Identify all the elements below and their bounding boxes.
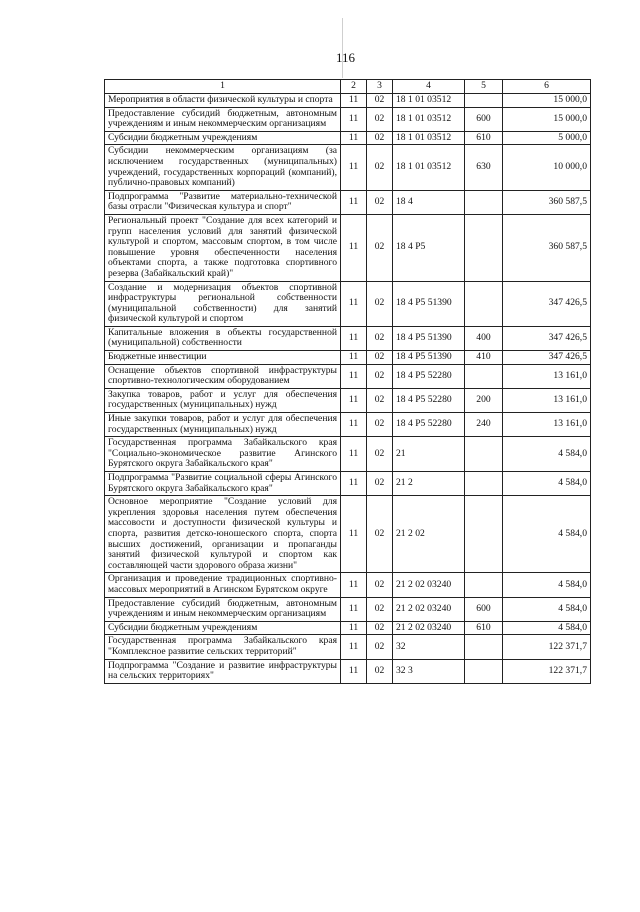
table-row — [105, 107, 591, 131]
item-name: Субсидии бюджетным учреждениям — [105, 621, 341, 635]
target-article-code: 18 1 01 03512 — [393, 145, 465, 190]
table-row — [105, 351, 591, 365]
target-article-code: 21 2 02 03240 — [393, 621, 465, 635]
amount: 122 371,7 — [503, 659, 591, 683]
section-code: 11 — [341, 573, 367, 597]
amount: 360 587,5 — [503, 190, 591, 214]
item-name: Организация и проведение традиционных спортивно-массовых мероприятий в Агинском Бурятском округе — [105, 573, 341, 597]
subsection-code: 02 — [367, 496, 393, 573]
header-col-3: 3 — [367, 80, 393, 94]
amount: 4 584,0 — [503, 472, 591, 496]
expense-type-code — [465, 190, 503, 214]
section-code: 11 — [341, 635, 367, 659]
table-row — [105, 597, 591, 621]
budget-table-body — [105, 80, 591, 684]
item-name: Предоставление субсидий бюджетным, автономным учреждениям и иным некоммерческим организациям — [105, 107, 341, 131]
section-code: 11 — [341, 107, 367, 131]
subsection-code: 02 — [367, 107, 393, 131]
target-article-code: 18 4 P5 52280 — [393, 388, 465, 412]
section-code: 11 — [341, 496, 367, 573]
header-col-1: 1 — [105, 80, 341, 94]
target-article-code: 21 — [393, 437, 465, 472]
table-row — [105, 214, 591, 281]
amount: 4 584,0 — [503, 437, 591, 472]
target-article-code: 18 1 01 03512 — [393, 94, 465, 108]
section-code: 11 — [341, 597, 367, 621]
expense-type-code — [465, 573, 503, 597]
table-row — [105, 437, 591, 472]
section-code: 11 — [341, 351, 367, 365]
subsection-code: 02 — [367, 214, 393, 281]
budget-table — [104, 79, 591, 684]
target-article-code: 18 1 01 03512 — [393, 131, 465, 145]
table-row — [105, 190, 591, 214]
expense-type-code — [465, 364, 503, 388]
amount: 15 000,0 — [503, 107, 591, 131]
item-name: Капитальные вложения в объекты государственной (муниципальной) собственности — [105, 326, 341, 350]
item-name: Подпрограмма "Развитие социальной сферы Агинского Бурятского округа Забайкальского края" — [105, 472, 341, 496]
section-code: 11 — [341, 364, 367, 388]
section-code: 11 — [341, 388, 367, 412]
expense-type-code: 600 — [465, 597, 503, 621]
section-code: 11 — [341, 190, 367, 214]
section-code: 11 — [341, 413, 367, 437]
item-name: Государственная программа Забайкальского края "Социально-экономическое развитие Агинского Бурятского округа Забайкальского края" — [105, 437, 341, 472]
expense-type-code — [465, 472, 503, 496]
table-row — [105, 281, 591, 326]
amount: 347 426,5 — [503, 326, 591, 350]
item-name: Субсидии некоммерческим организациям (за исключением государственных (муниципальных) учреждений, государственных корпораций (компаний), публично-правовых компаний) — [105, 145, 341, 190]
table-row — [105, 573, 591, 597]
table-row — [105, 472, 591, 496]
subsection-code: 02 — [367, 281, 393, 326]
subsection-code: 02 — [367, 621, 393, 635]
section-code: 11 — [341, 94, 367, 108]
expense-type-code — [465, 496, 503, 573]
amount: 15 000,0 — [503, 94, 591, 108]
target-article-code: 18 4 P5 51390 — [393, 281, 465, 326]
target-article-code: 32 — [393, 635, 465, 659]
expense-type-code — [465, 94, 503, 108]
expense-type-code: 410 — [465, 351, 503, 365]
item-name: Оснащение объектов спортивной инфраструктуры спортивно-технологическим оборудованием — [105, 364, 341, 388]
amount: 4 584,0 — [503, 573, 591, 597]
page-number: 116 — [336, 50, 356, 65]
header-row — [105, 80, 591, 94]
amount: 347 426,5 — [503, 281, 591, 326]
subsection-code: 02 — [367, 190, 393, 214]
subsection-code: 02 — [367, 364, 393, 388]
expense-type-code — [465, 214, 503, 281]
expense-type-code: 630 — [465, 145, 503, 190]
expense-type-code: 600 — [465, 107, 503, 131]
expense-type-code: 240 — [465, 413, 503, 437]
subsection-code: 02 — [367, 326, 393, 350]
amount: 10 000,0 — [503, 145, 591, 190]
section-code: 11 — [341, 281, 367, 326]
item-name: Подпрограмма "Создание и развитие инфраструктуры на сельских территориях" — [105, 659, 341, 683]
expense-type-code — [465, 635, 503, 659]
target-article-code: 18 1 01 03512 — [393, 107, 465, 131]
expense-type-code: 610 — [465, 131, 503, 145]
table-row — [105, 413, 591, 437]
subsection-code: 02 — [367, 472, 393, 496]
table-row — [105, 145, 591, 190]
section-code: 11 — [341, 437, 367, 472]
table-row — [105, 94, 591, 108]
subsection-code: 02 — [367, 388, 393, 412]
subsection-code: 02 — [367, 413, 393, 437]
expense-type-code — [465, 659, 503, 683]
header-col-4: 4 — [393, 80, 465, 94]
target-article-code: 21 2 — [393, 472, 465, 496]
amount: 122 371,7 — [503, 635, 591, 659]
header-col-5: 5 — [465, 80, 503, 94]
subsection-code: 02 — [367, 131, 393, 145]
item-name: Бюджетные инвестиции — [105, 351, 341, 365]
target-article-code: 18 4 P5 51390 — [393, 326, 465, 350]
target-article-code: 21 2 02 03240 — [393, 597, 465, 621]
subsection-code: 02 — [367, 635, 393, 659]
subsection-code: 02 — [367, 351, 393, 365]
section-code: 11 — [341, 145, 367, 190]
item-name: Создание и модернизация объектов спортивной инфраструктуры региональной собственности (муниципальной собственности) для занятий физической культурой и спортом — [105, 281, 341, 326]
item-name: Основное мероприятие "Создание условий для укрепления здоровья населения путем обеспечения массовости и доступности физической культуры и спорта, развития детско-юношеского спорта, спорта высших достижений, организации и пропаганды занятий физической культурой и спортом как составляющей части здорового образа жизни" — [105, 496, 341, 573]
section-code: 11 — [341, 472, 367, 496]
table-row — [105, 326, 591, 350]
subsection-code: 02 — [367, 437, 393, 472]
subsection-code: 02 — [367, 145, 393, 190]
amount: 4 584,0 — [503, 597, 591, 621]
table-row — [105, 659, 591, 683]
target-article-code: 18 4 P5 — [393, 214, 465, 281]
item-name: Предоставление субсидий бюджетным, автономным учреждениям и иным некоммерческим организациям — [105, 597, 341, 621]
amount: 360 587,5 — [503, 214, 591, 281]
target-article-code: 32 3 — [393, 659, 465, 683]
table-row — [105, 635, 591, 659]
expense-type-code — [465, 281, 503, 326]
header-col-6: 6 — [503, 80, 591, 94]
amount: 347 426,5 — [503, 351, 591, 365]
section-code: 11 — [341, 326, 367, 350]
item-name: Закупка товаров, работ и услуг для обеспечения государственных (муниципальных) нужд — [105, 388, 341, 412]
target-article-code: 18 4 P5 52280 — [393, 364, 465, 388]
section-code: 11 — [341, 131, 367, 145]
target-article-code: 21 2 02 — [393, 496, 465, 573]
expense-type-code — [465, 437, 503, 472]
table-row — [105, 621, 591, 635]
expense-type-code: 200 — [465, 388, 503, 412]
expense-type-code: 610 — [465, 621, 503, 635]
expense-type-code: 400 — [465, 326, 503, 350]
section-code: 11 — [341, 621, 367, 635]
subsection-code: 02 — [367, 659, 393, 683]
amount: 13 161,0 — [503, 388, 591, 412]
amount: 13 161,0 — [503, 364, 591, 388]
header-col-2: 2 — [341, 80, 367, 94]
amount: 4 584,0 — [503, 621, 591, 635]
section-code: 11 — [341, 659, 367, 683]
amount: 13 161,0 — [503, 413, 591, 437]
amount: 4 584,0 — [503, 496, 591, 573]
subsection-code: 02 — [367, 597, 393, 621]
target-article-code: 18 4 P5 51390 — [393, 351, 465, 365]
subsection-code: 02 — [367, 94, 393, 108]
table-row — [105, 496, 591, 573]
item-name: Региональный проект "Создание для всех категорий и групп населения условий для занятий физической культурой и спортом, массовым спортом, в том числе повышение уровня обеспеченности населения объектами спорта, а также подготовка спортивного резерва (Забайкальский край)" — [105, 214, 341, 281]
scan-fold-line — [342, 18, 343, 78]
table-row — [105, 388, 591, 412]
item-name: Государственная программа Забайкальского края "Комплексное развитие сельских территорий" — [105, 635, 341, 659]
table-row — [105, 131, 591, 145]
item-name: Мероприятия в области физической культуры и спорта — [105, 94, 341, 108]
item-name: Субсидии бюджетным учреждениям — [105, 131, 341, 145]
item-name: Иные закупки товаров, работ и услуг для обеспечения государственных (муниципальных) нужд — [105, 413, 341, 437]
table-row — [105, 364, 591, 388]
amount: 5 000,0 — [503, 131, 591, 145]
item-name: Подпрограмма "Развитие материально-технической базы отрасли "Физическая культура и спорт" — [105, 190, 341, 214]
target-article-code: 21 2 02 03240 — [393, 573, 465, 597]
target-article-code: 18 4 P5 52280 — [393, 413, 465, 437]
section-code: 11 — [341, 214, 367, 281]
target-article-code: 18 4 — [393, 190, 465, 214]
subsection-code: 02 — [367, 573, 393, 597]
